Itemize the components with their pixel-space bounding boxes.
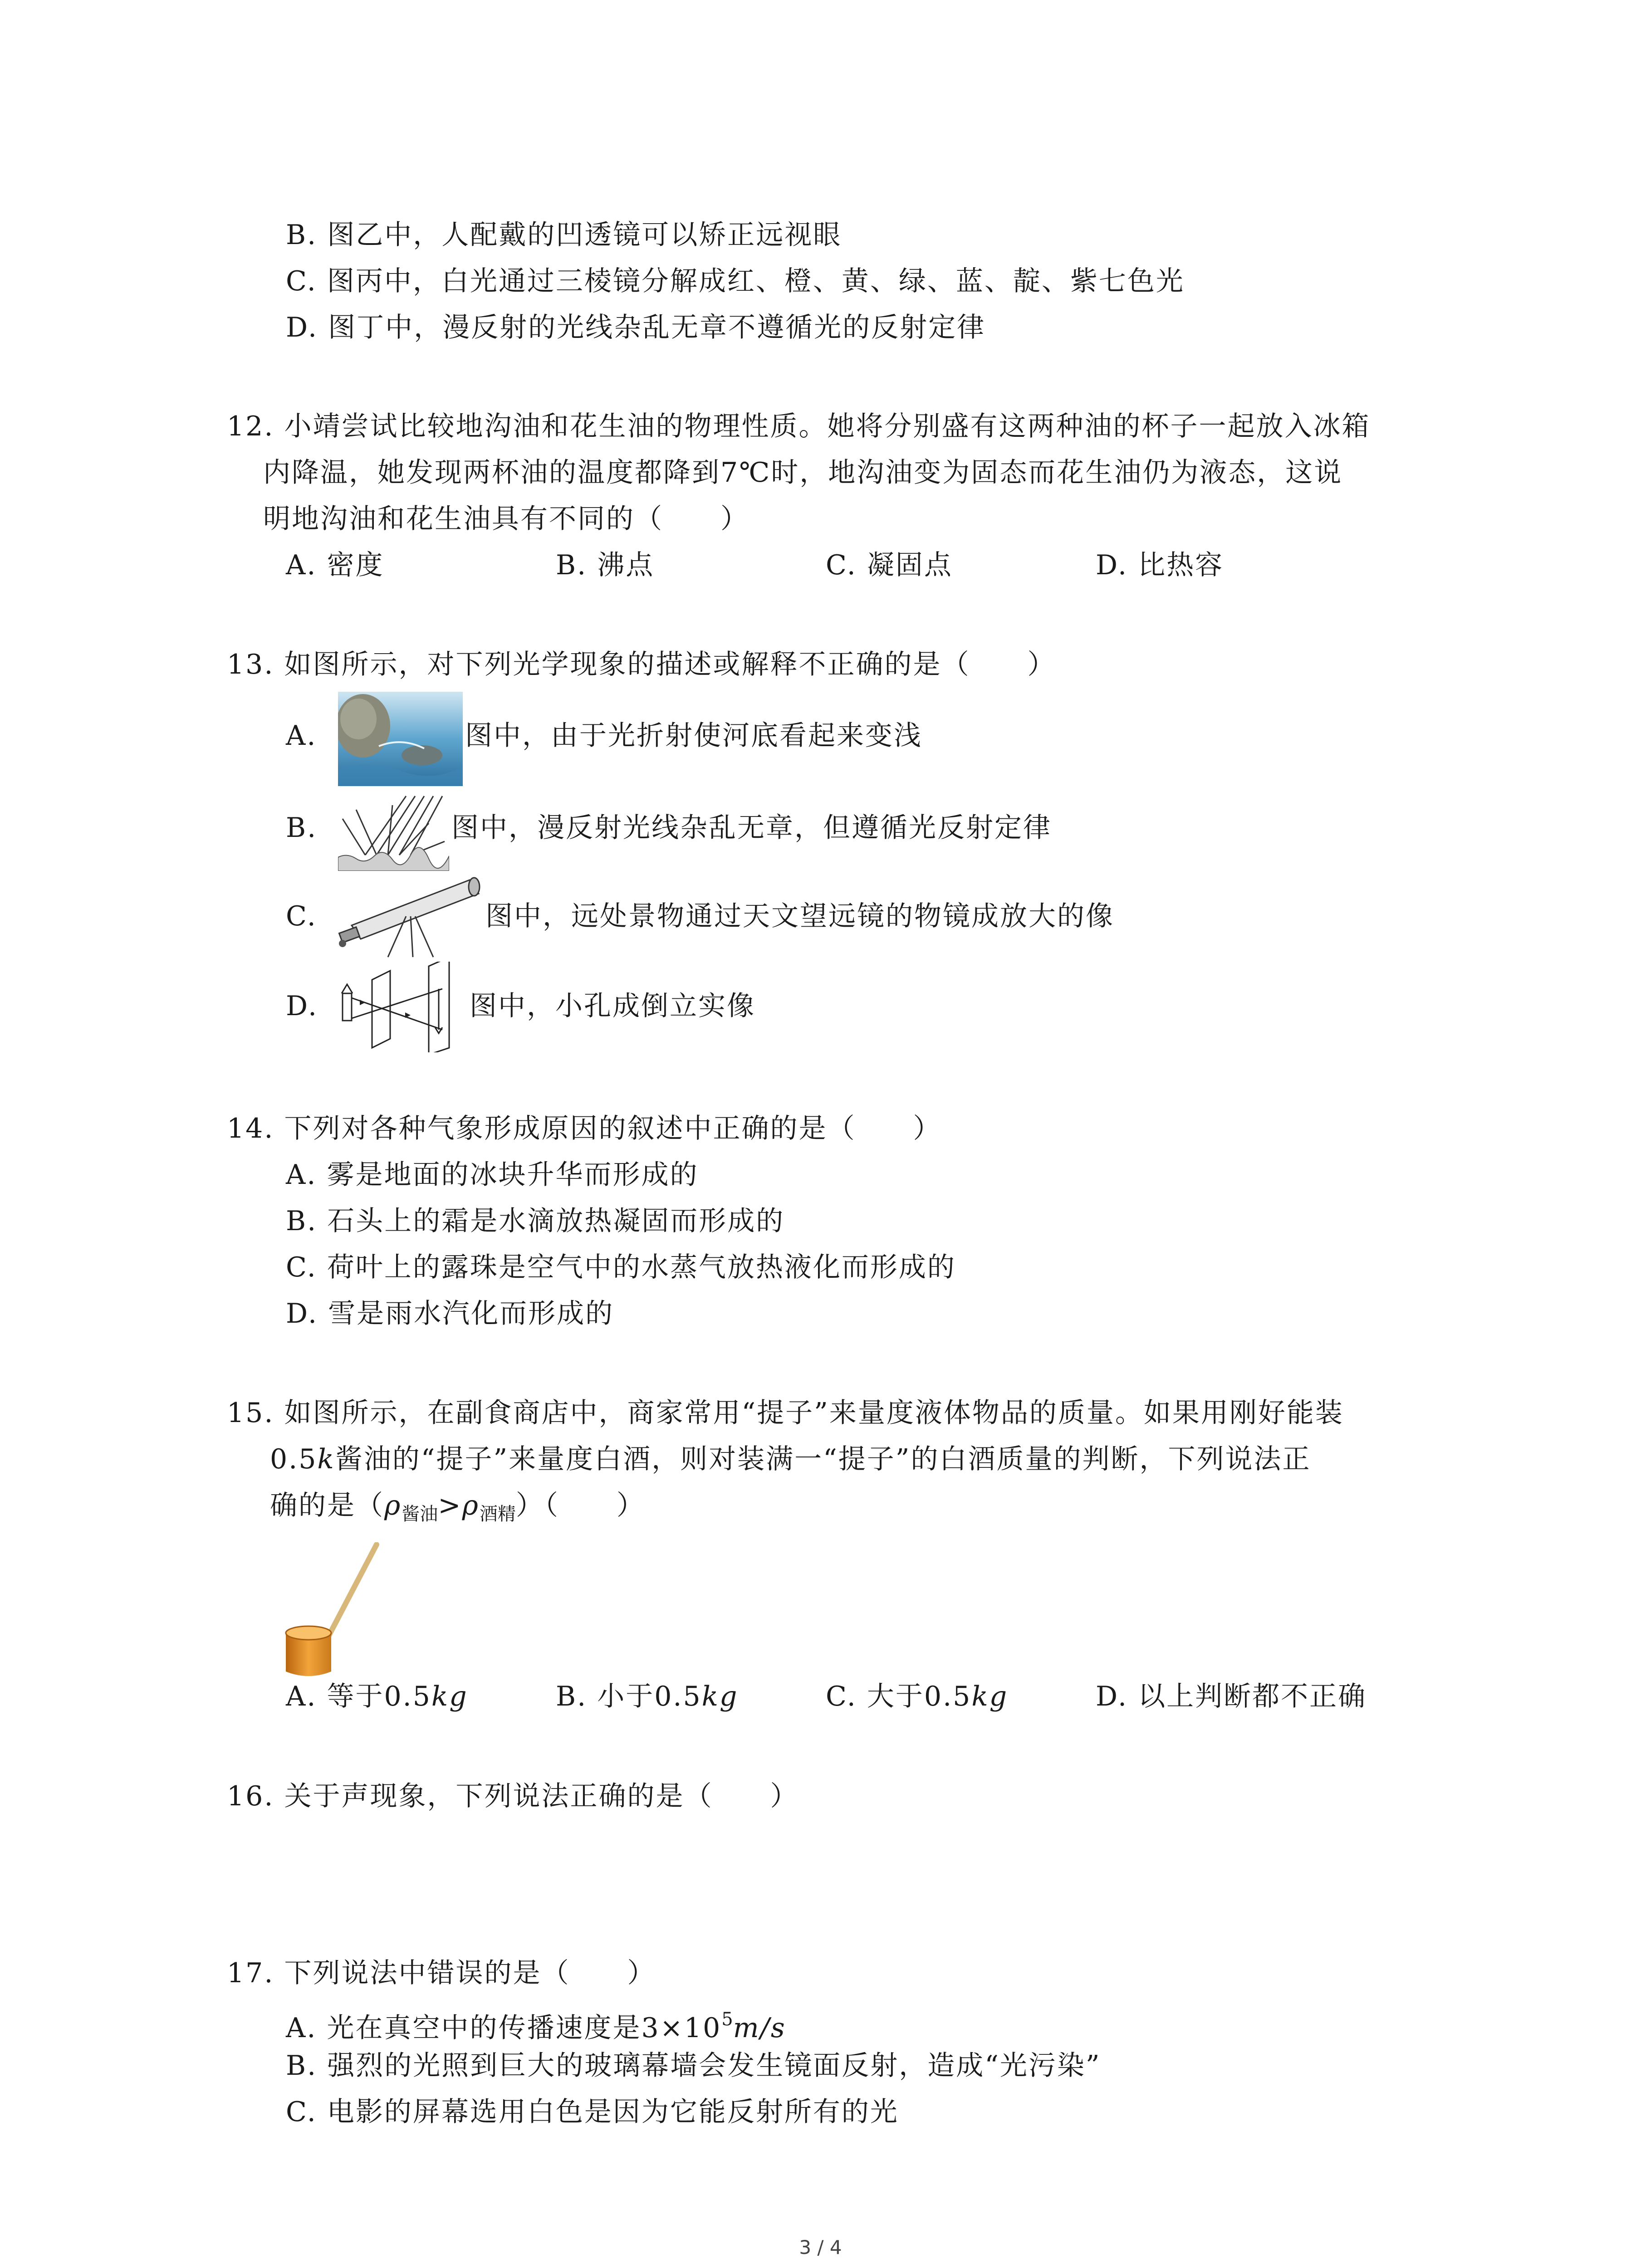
q17-option-b: B. 强烈的光照到巨大的玻璃幕墙会发生镜面反射，造成“光污染” — [286, 2050, 1101, 2082]
q13-option-a-text: 图中，由于光折射使河底看起来变浅 — [465, 720, 922, 752]
q15-option-a — [286, 1678, 468, 1715]
q12-stem-line2: 内降温，她发现两杯油的温度都降到7℃时，地沟油变为固态而花生油仍为液态，这说 — [263, 457, 1343, 489]
kg-unit: kg — [701, 1681, 739, 1712]
q15-stem-line3 — [270, 1487, 645, 1532]
q15-stem-line2 — [270, 1441, 1311, 1477]
q13-option-b-label: B. — [286, 812, 318, 844]
q14-option-d: D. 雪是雨水汽化而形成的 — [286, 1298, 614, 1330]
q12-option-c: C. 凝固点 — [826, 549, 953, 581]
q12-option-d: D. 比热容 — [1096, 549, 1224, 581]
rho-subscript-alcohol: 酒精 — [479, 1504, 516, 1525]
q15-option-b — [556, 1678, 738, 1715]
prev-option-b: B. 图乙中，人配戴的凹透镜可以矫正远视眼 — [286, 219, 842, 251]
q12-option-a: A. 密度 — [286, 549, 384, 581]
q15-option-c-text: C. 大于0.5 — [826, 1681, 972, 1712]
q17-stem: 17. 下列说法中错误的是（ ） — [227, 1957, 656, 1989]
q13-option-b-text: 图中，漫反射光线杂乱无章，但遵循光反射定律 — [451, 812, 1052, 844]
q15-line3-prefix: 确的是（ — [270, 1490, 384, 1521]
q15-unit-k: k — [317, 1443, 335, 1475]
telescope-picture — [333, 871, 483, 959]
kg-unit: kg — [971, 1681, 1009, 1712]
q14-option-b: B. 石头上的霜是水滴放热凝固而形成的 — [286, 1205, 785, 1237]
rho-symbol: ρ — [462, 1490, 480, 1521]
q15-option-d: D. 以上判断都不正确 — [1096, 1681, 1367, 1712]
q13-option-d-label: D. — [286, 990, 318, 1022]
q16-stem: 16. 关于声现象，下列说法正确的是（ ） — [227, 1780, 799, 1812]
q13-option-d-text: 图中，小孔成倒立实像 — [470, 990, 755, 1022]
q15-line2-text: 酱油的“提子”来量度白酒，则对装满一“提子”的白酒质量的判断，下列说法正 — [335, 1443, 1311, 1475]
q15-option-a-text: A. 等于0.5 — [286, 1681, 431, 1712]
q13-option-c-text: 图中，远处景物通过天文望远镜的物镜成放大的像 — [485, 900, 1114, 932]
q15-stem-line1: 15. 如图所示，在副食商店中，商家常用“提子”来量度液体物品的质量。如果用刚好能装 — [227, 1397, 1344, 1429]
q15-option-b-text: B. 小于0.5 — [556, 1681, 702, 1712]
diffuse-reflection-diagram — [338, 792, 449, 871]
ladle-tizi-picture — [272, 1542, 390, 1683]
q17-option-a — [286, 2001, 786, 2046]
kg-unit: kg — [431, 1681, 468, 1712]
q14-option-a: A. 雾是地面的冰块升华而形成的 — [286, 1159, 699, 1191]
q14-option-c: C. 荷叶上的露珠是空气中的水蒸气放热液化而形成的 — [286, 1251, 956, 1283]
q12-option-b: B. 沸点 — [556, 549, 655, 581]
rho-subscript-soy: 酱油 — [402, 1504, 438, 1525]
q17-option-a-text: A. 光在真空中的传播速度是3×10 — [286, 2012, 722, 2044]
q15-option-c — [826, 1678, 1008, 1715]
river-photo — [338, 692, 463, 786]
page-number: 3 / 4 — [799, 2236, 842, 2258]
q13-option-c-label: C. — [286, 900, 317, 932]
greater-than: > — [438, 1490, 462, 1521]
pinhole-camera-diagram — [333, 962, 470, 1052]
q15-line3-suffix: ）（ ） — [515, 1490, 645, 1521]
q12-stem-line1: 12. 小靖尝试比较地沟油和花生油的物理性质。她将分别盛有这两种油的杯子一起放入冰箱 — [227, 411, 1371, 442]
q13-stem: 13. 如图所示，对下列光学现象的描述或解释不正确的是（ ） — [227, 649, 1056, 680]
rho-symbol: ρ — [384, 1490, 402, 1521]
q13-option-a-label: A. — [286, 720, 317, 752]
q17-option-c: C. 电影的屏幕选用白色是因为它能反射所有的光 — [286, 2096, 899, 2128]
prev-option-d: D. 图丁中，漫反射的光线杂乱无章不遵循光的反射定律 — [286, 312, 986, 343]
exponent: 5 — [721, 2009, 733, 2030]
prev-option-c: C. 图丙中，白光通过三棱镜分解成红、橙、黄、绿、蓝、靛、紫七色光 — [286, 265, 1185, 297]
q15-quantity: 0.5 — [270, 1443, 318, 1475]
q14-stem: 14. 下列对各种气象形成原因的叙述中正确的是（ ） — [227, 1113, 942, 1144]
q12-stem-line3: 明地沟油和花生油具有不同的（ ） — [263, 503, 749, 535]
speed-unit: m/s — [733, 2012, 786, 2044]
